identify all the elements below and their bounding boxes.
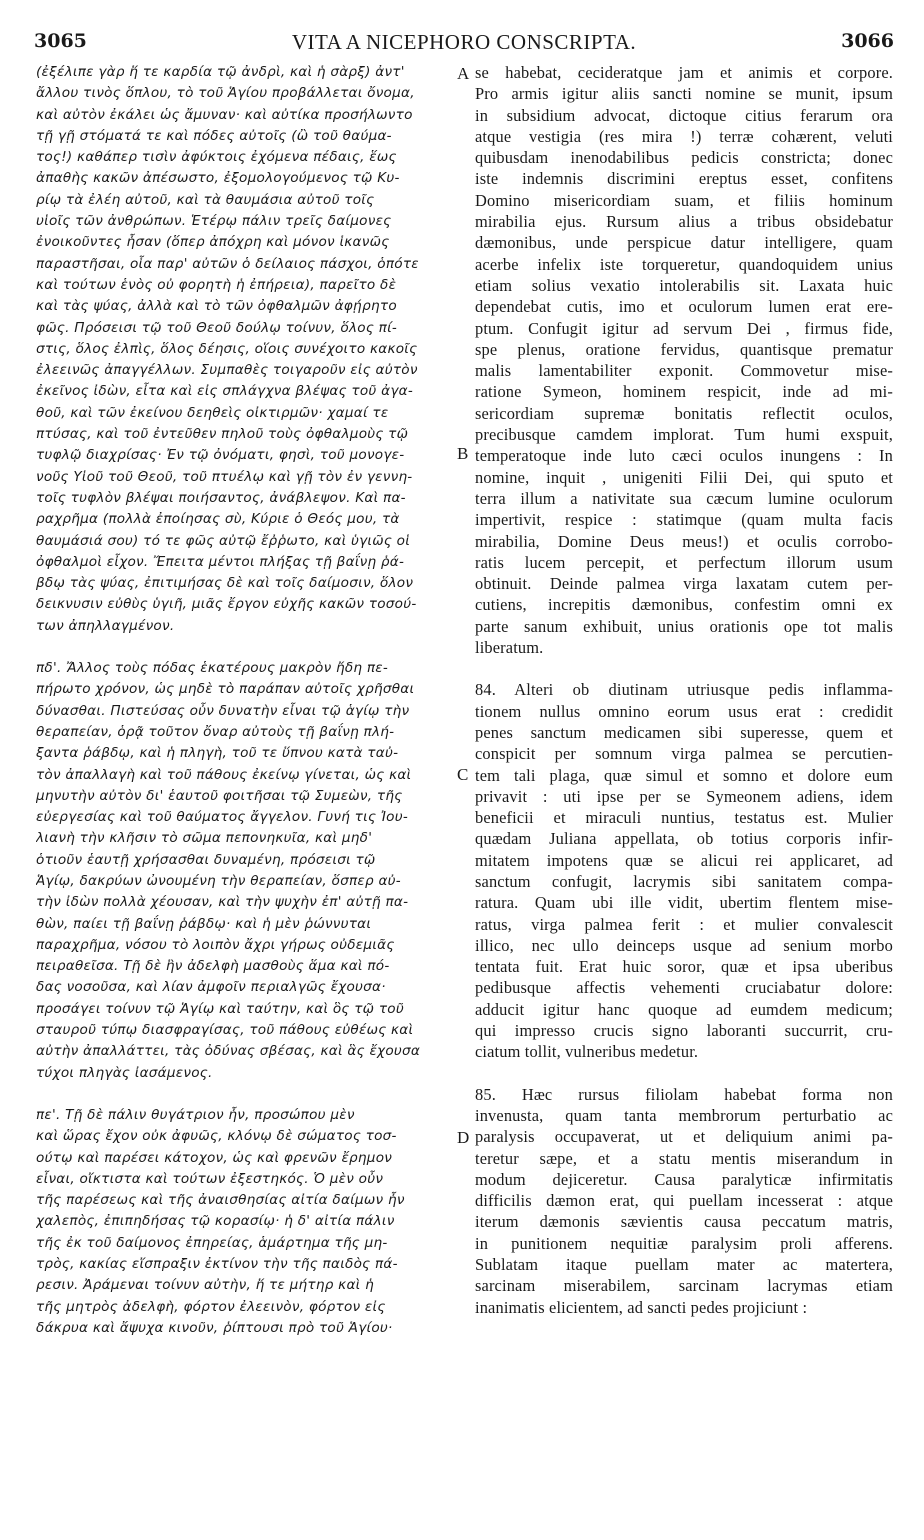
latin-text-line: adducit igitur hanc quoque ad eumdem medicum; [475,999,893,1019]
greek-text-line: πτύσας, καὶ τοῦ ἐντεῦθεν πηλοῦ τοὺς ὀφθαλμοὺς τῷ [36,426,409,443]
greek-text-line: φῶς. Πρόσεισι τῷ τοῦ Θεοῦ δούλῳ τοίνυν, ὅλος πί- [36,319,398,336]
latin-text-line: ptum. Confugit igitur ad servum Dei , firmus fide, [475,318,893,338]
latin-text-line: penes sanctum medicamen sibi superesse, quem et [475,722,893,742]
latin-text-line: terra illum a nativitate sua cæcum lumine oculorum [475,488,893,508]
greek-text-line: ἀπαθὴς κακῶν ἀπέσωστο, ἐξομολογούμενος τῷ Κυ- [36,170,400,187]
greek-text-line: τὸν ἀπαλλαγὴ καὶ τοῦ πάθους ἐκείνῳ γίνεται, ὡς καὶ [36,766,412,783]
latin-text-line: ratione Symeon, hominem respicit, inde ad mi- [475,382,893,402]
latin-text-line: modum dejiceretur. Causa paralyticæ infirmitatis [475,1169,893,1189]
latin-text-line: Sublatam itaque puellam mater ac matertera, [475,1255,893,1275]
greek-text-line: θεραπείαν, ὁρᾷ τοῦτον ὄναρ αὐτοὺς τῇ βαΐνῃ πλή- [36,723,395,740]
greek-text-line: δύνασθαι. Πιστεύσας οὖν δυνατὴν εἶναι τῷ ἁγίῳ τὴν [36,702,410,719]
latin-text-line: inanimatis elicientem, ad sancti pedes projiciunt : [475,1297,808,1317]
greek-text-line: τύχοι πληγὰς ἰασάμενος. [36,1064,213,1081]
latin-text-line: quibusdam inenodabilibus pedicis constricta; donec [475,148,893,168]
paragraph-gap [36,637,456,658]
latin-text-line: acerbe infelix iste torqueretur, quandoquidem unius [475,254,893,274]
greek-text-line: Ἁγίῳ, δακρύων ὠνουμένη τὴν θεραπείαν, ὅσπερ αὐ- [36,872,401,889]
latin-text-line: difficilis dæmon erat, qui puellam incesserat : atque [475,1191,893,1211]
greek-text-line: πε'. Τῇ δὲ πάλιν θυγάτριον ἦν, προσώπου μὲν [36,1106,355,1123]
greek-text-line: τος!) καθάπερ τισὶν ἀφύκτοις ἐχόμενα πέδαις, ἕως [36,149,397,166]
latin-text-line: obtinuit. Deinde palmea virga laxatam cutem per- [475,574,893,594]
latin-text-line: ratus, virga palmea ferit : et mulier convalescit [475,914,893,934]
greek-paragraph [36,62,456,637]
greek-text-line: καὶ ὥρας ἔχον οὐκ ἀφυῶς, κλόνῳ δὲ σώματος τοσ- [36,1128,397,1145]
greek-text-line: τὴν ἰδὼν πολλὰ χέουσαν, καὶ τὴν ψυχὴν ἐπ' αὐτῇ πα- [36,894,409,911]
running-title: VITA A NICEPHORO CONSCRIPTA. [291,30,637,54]
latin-column [475,62,893,1318]
section-marker-b: B [457,444,469,463]
latin-text-line: sarcinam miserabilem, sarcinam lacrymas etiam [475,1276,893,1296]
latin-text-line: spe plenus, oratione fervidus, quantisque prematur [475,339,893,359]
greek-text-line: δάκρυα καὶ ἄψυχα κινοῦν, ῥίπτουσι πρὸ τοῦ Ἁγίου· [36,1319,393,1336]
greek-text-line: καὶ αὐτὸν ἐκάλει ὡς ἄμυναν· καὶ αὐτίκα προσήλωντο [36,106,413,123]
greek-text-line: (ἐξέλιπε γὰρ ἥ τε καρδία τῷ ἀνδρὶ, καὶ ἡ σὰρξ) ἀντ' [36,64,405,80]
latin-text-line: tentata fuit. Erat huic soror, quæ et ipsa uberibus [475,957,893,977]
greek-text-line: πειραθεῖσα. Τῇ δὲ ἣν ἀδελφὴ μασθοὺς ἅμα καὶ πό- [36,958,390,975]
latin-text-line: 85. Hæc rursus filiolam habebat forma non [475,1084,893,1104]
latin-text-line: Domino misericordiam suam, et filiis hominum [475,190,893,210]
latin-text-line: impertivit, respice : statimque (quam multa facis [475,510,893,530]
latin-text-line: illico, nec ullo deinceps usque ad senium morbo [475,935,893,955]
greek-text-line: θὼν, παίει τῇ βαΐνῃ ῥάβδῳ· καὶ ἡ μὲν ῥώννυται [36,915,372,932]
greek-text-line: εἶναι, οἴκτιστα καὶ τούτων ἐξεστηκός. Ὁ μὲν οὖν [36,1170,384,1187]
greek-text-line: ραχρῆμα (πολλὰ ἐποίησας σὺ, Κύριε ὁ Θεός μου, τὰ [36,511,400,528]
paragraph-gap [475,1063,893,1084]
latin-text-line: privavit : uti ipse per se Symeonem adiens, idem [475,786,893,806]
greek-text-line: τυφλῷ διαχρίσας· Ἐν τῷ ὀνόματι, φησὶ, τοῦ μονογε- [36,447,405,464]
latin-text-line: temperatoque inde luto cæci oculos inungens : In [475,446,893,466]
column-number-right: 3066 [841,30,894,52]
greek-text-line: παραστῆσαι, οἷα παρ' αὐτῶν ὁ δείλαιος πάσχοι, ὁπότε [36,255,419,272]
greek-text-line: τῇ γῇ στόματά τε καὶ πόδες αὐτοῖς (ὢ τοῦ θαύμα- [36,127,392,144]
latin-paragraph [475,679,893,1062]
latin-text-line: Pro armis igitur aliis sancti nomine se munit, ipsum [475,84,893,104]
latin-text-line: 84. Alteri ob diutinam utriusque pedis inflamma- [475,680,893,700]
greek-text-line: τῆς παρέσεως καὶ τῆς ἀναισθησίας αἰτία δαίμων ἦν [36,1192,405,1209]
greek-text-line: δας νοσοῦσα, καὶ λίαν ἀμφοῖν περιαλγῶς ἔχουσα· [36,979,386,996]
greek-paragraph [36,1105,456,1339]
latin-text-line: precibusque camdem implorat. Tum humi exspuit, [475,425,893,445]
latin-text-line: mirabilia ejus. Rursum alius a tribus obsidebatur [475,212,893,232]
latin-text-line: dependebat cutis, imo et oculorum lumen erat ere- [475,297,893,317]
greek-text-line: τῆς ἐκ τοῦ δαίμονος ἐπηρείας, ἁμάρτημα τῆς μη- [36,1234,388,1251]
latin-text-line: invenusta, quam tanta membrorum perturbatio ac [475,1105,893,1125]
greek-text-line: εὐεργεσίας καὶ τοῦ θαύματος ἄγγελον. Γυνή τις Ἰου- [36,809,408,826]
latin-text-line: parte sanum exhibuit, unius orationis ope tot malis [475,616,893,636]
greek-text-line: νοῦς Υἱοῦ τοῦ Θεοῦ, τοῦ πτυέλῳ καὶ γῇ τὸν ἐν γεννη- [36,468,413,485]
latin-text-line: tionem nullus omnino eorum usus erat : credidit [475,701,893,721]
greek-text-line: σταυροῦ τύπῳ διασφραγίσας, τοῦ πάθους εὐθέως καὶ [36,1022,414,1039]
latin-text-line: quædam Juliana appellata, ob totius corporis infir- [475,829,893,849]
latin-text-line: sanctum confugit, lacrymis sibi sanitatem compa- [475,871,893,891]
greek-text-line: ρίῳ τὰ ἐλέη αὐτοῦ, καὶ τὰ θαυμάσια αὐτοῦ τοῖς [36,191,375,208]
greek-text-line: βδῳ τὰς ψύας, ἐπιτιμήσας δὲ καὶ τοῖς δαίμοσιν, ὅλον [36,575,414,592]
latin-text-line: ciatum tollit, vulneribus medetur. [475,1042,699,1062]
greek-text-line: αὐτὴν ἀπαλλάττει, τὰς ὀδύνας σβέσας, καὶ ἃς ἔχουσα [36,1043,421,1060]
latin-text-line: tem tali plaga, quæ simul et somno et dolore eum [475,765,893,785]
latin-text-line: malis lamentabiliter exponit. Commovetur mise- [475,361,893,381]
greek-text-line: ὀφθαλμοὶ εἶχον. Ἔπειτα μέντοι πλήξας τῇ βαΐνῃ ῥά- [36,553,405,570]
latin-paragraph [475,62,893,658]
greek-text-line: παραχρῆμα, νόσου τὸ λοιπὸν ἄχρι γήρως οὐδεμιᾶς [36,936,395,953]
greek-text-line: ξαντα ῥάβδῳ, καὶ ἡ πληγὴ, τοῦ τε ὕπνου κατὰ ταὐ- [36,745,399,762]
greek-text-line: ἐλεεινῶς ἀπαγγέλλων. Συμπαθὲς τοιγαροῦν εἰς αὐτὸν [36,362,418,379]
latin-text-line: conspicit per somnum virga palmea se percutien- [475,744,893,764]
latin-text-line: mitatem impotens quæ se alicui rei applicaret, ad [475,850,893,870]
greek-text-line: ούτῳ καὶ παρέσει κάτοχον, ὡς καὶ φρενῶν ἔρημον [36,1149,393,1166]
greek-text-line: ἐκεῖνος ἰδὼν, εἶτα καὶ εἰς σπλάγχνα βλέψας τοῦ ἀγα- [36,383,413,400]
greek-text-line: τοῖς τυφλὸν βλέψαι ποιήσαντος, ἀνάβλεψον. Καὶ πα- [36,489,406,506]
section-marker-a: A [457,64,470,83]
latin-text-line: iterum dæmonis sævientis causa peccatum matris, [475,1212,893,1232]
greek-text-line: χαλεπὸς, ἐπιπηδήσας τῷ κορασίῳ· ἡ δ' αἰτία πάλιν [36,1213,395,1230]
latin-text-line: pedibusque affectis vehementi cruciabatur dolore: [475,978,893,998]
greek-text-line: θαυμάσιά σου) τό τε φῶς αὐτῷ ἔῤῥωτο, καὶ ὑγιῶς οἱ [36,532,411,549]
greek-text-line: ρεσιν. Ἀράμεναι τοίνυν αὐτὴν, ἥ τε μήτηρ καὶ ἡ [36,1277,374,1294]
greek-text-line: καὶ τούτων ἑνὸς οὐ φορητὴ ἡ ἐπήρεια), παρεῖτο δὲ [36,276,397,293]
latin-text-line: beneficii et miraculi nuntius, testatus est. Mulier [475,808,893,828]
latin-text-line: in subsidium advocat, dictoque citius ferarum ora [475,105,893,125]
latin-text-line: teretur sæpe, et a statu mentis miserandum in [475,1148,893,1168]
latin-text-line: sericordiam supremæ bonitatis reflectit oculos, [475,403,893,423]
greek-paragraph [36,658,456,1084]
greek-text-line: πδ'. Ἄλλος τοὺς πόδας ἑκατέρους μακρὸν ἤδη πε- [36,660,389,677]
greek-text-line: των ἀπηλλαγμένον. [36,617,175,634]
latin-text-line: paralysis occupaverat, ut et deliquium animi pa- [475,1127,893,1147]
greek-column [36,62,456,1339]
latin-text-line: in punitionem nequitiæ paralysim proli afferens. [475,1233,893,1253]
section-marker-d: D [457,1128,470,1147]
latin-text-line: etiam solius vexatio intolerabilis sit. Laxata huic [475,275,893,295]
latin-text-line: ratis lucem percepit, et perfectum illorum usum [475,552,893,572]
greek-text-line: προσάγει τοίνυν τῷ Ἁγίῳ καὶ ταύτην, καὶ ὃς τῷ τοῦ [36,1000,404,1017]
greek-text-line: πήρωτο χρόνον, ὡς μηδὲ τὸ παράπαν αὐτοῖς χρῆσθαι [36,681,415,698]
running-header [34,30,894,58]
greek-text-line: ὁτιοῦν ἑαυτῇ χρήσασθαι δυναμένη, πρόσεισι τῷ [36,851,376,868]
greek-text-line: μηνυτὴν αὐτὸν δι' ἑαυτοῦ φοιτῆσαι τῷ Συμεὼν, τῆς [36,787,403,804]
greek-text-line: υἱοῖς τῶν ἀνθρώπων. Ἑτέρῳ πάλιν τρεῖς δαίμονες [36,213,392,230]
paragraph-gap [475,658,893,679]
latin-text-line: qui impresso crucis signo laboranti succurrit, cru- [475,1021,893,1041]
section-marker-c: C [457,765,469,784]
greek-text-line: καὶ τὰς ψύας, ἀλλὰ καὶ τὸ τῶν ὀφθαλμῶν ἀφῄρητο [36,298,397,315]
greek-text-line: θοῦ, καὶ τῶν ἐκείνου δεηθεὶς οἰκτιρμῶν· χαμαί τε [36,404,389,421]
latin-text-line: liberatum. [475,638,544,658]
greek-text-line: στις, ὅλος ἐλπὶς, ὅλος δέησις, οἵοις συνέχοιτο κακοῖς [36,340,418,357]
column-number-left: 3065 [34,30,87,52]
greek-text-line: ἄλλου τινὸς ὅπλου, τὸ τοῦ Ἁγίου προβάλλεται ὄνομα, [36,85,415,102]
greek-text-line: τῆς μητρὸς ἀδελφὴ, φόρτον ἐλεεινὸν, φόρτον εἰς [36,1298,386,1315]
latin-text-line: mirabilia, Domine Deus meus!) et oculis corrobo- [475,531,893,551]
latin-text-line: dæmonibus, unde perspicue datur intelligere, quam [475,233,893,253]
greek-text-line: λιανὴ τὴν κλῆσιν τὸ σῶμα πεπονηκυῖα, καὶ μηδ' [36,830,373,847]
latin-text-line: nomine, inquit , unigeniti Filii Dei, qui sputo et [475,467,893,487]
latin-paragraph [475,1084,893,1318]
paragraph-gap [36,1084,456,1105]
latin-text-line: atque vestigia (res mira !) terræ cohærent, veluti [475,126,893,146]
greek-text-line: τρὸς, κακίας εἴσπραξιν ἐκτίνον τὴν τῆς παιδὸς πά- [36,1256,398,1273]
latin-text-line: ratura. Quam ubi ille vidit, ubertim flentem mise- [475,893,893,913]
latin-text-line: cutiens, increpitis dæmonibus, confestim omni ex [475,595,893,615]
latin-text-line: se habebat, cecideratque jam et animis et corpore. [475,63,893,82]
greek-text-line: ἐνοικοῦντες ἦσαν (ὅπερ ἀπόχρη καὶ μόνον ἱκανῶς [36,234,390,251]
latin-text-line: iste indemnis discrimini ereptus esset, confitens [475,169,893,189]
greek-text-line: δεικνυσιν εὐθὺς ὑγιῆ, μιᾶς ἔργον εὐχῆς κακῶν τοσού- [36,596,417,613]
